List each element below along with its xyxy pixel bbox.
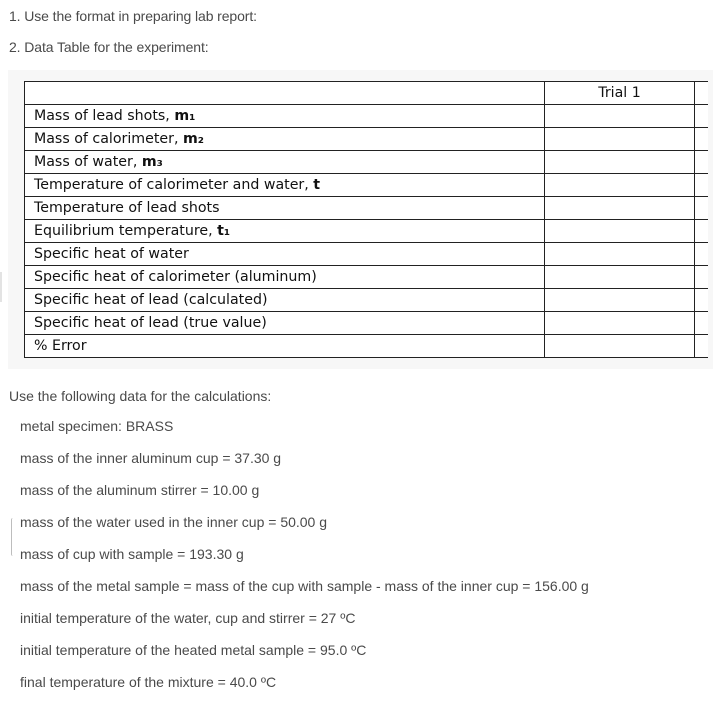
row-label-mass-calorimeter: Mass of calorimeter, m₂ [25, 128, 545, 151]
row-label-temp-calorimeter-water: Temperature of calorimeter and water, t [25, 174, 545, 197]
row-label-specific-heat-water: Specific heat of water [25, 243, 545, 266]
row-extra-cell [695, 105, 709, 128]
table-row [25, 289, 709, 312]
row-extra-cell [695, 197, 709, 220]
row-trial-cell [545, 289, 695, 312]
row-extra-cell [695, 220, 709, 243]
row-label-specific-heat-calorimeter: Specific heat of calorimeter (aluminum) [25, 266, 545, 289]
row-trial-cell [545, 266, 695, 289]
table-row [25, 151, 709, 174]
table-row [25, 266, 709, 289]
table-row [25, 312, 709, 335]
instruction-1: 1. Use the format in preparing lab report: [9, 8, 257, 24]
calculation-data-heading: Use the following data for the calculations: [9, 388, 272, 404]
row-extra-cell [695, 151, 709, 174]
row-extra-cell [695, 128, 709, 151]
table-row [25, 197, 709, 220]
given-metal-specimen: metal specimen: BRASS [20, 418, 174, 434]
row-extra-cell [695, 243, 709, 266]
given-final-temp-mixture: final temperature of the mixture = 40.0 ºC [20, 674, 277, 690]
row-trial-cell [545, 312, 695, 335]
row-label-mass-water: Mass of water, m₃ [25, 151, 545, 174]
row-label-specific-heat-lead-calc: Specific heat of lead (calculated) [25, 289, 545, 312]
row-trial-cell [545, 243, 695, 266]
row-trial-cell [545, 128, 695, 151]
row-extra-cell [695, 174, 709, 197]
row-trial-cell [545, 197, 695, 220]
row-label-percent-error: % Error [25, 335, 545, 358]
row-trial-cell [545, 220, 695, 243]
row-label-specific-heat-lead-true: Specific heat of lead (true value) [25, 312, 545, 335]
instruction-2: 2. Data Table for the experiment: [9, 39, 209, 55]
given-mass-metal-sample: mass of the metal sample = mass of the cup with sample - mass of the inner cup = 156.00 g [20, 578, 589, 594]
row-trial-cell [545, 105, 695, 128]
table-row [25, 105, 709, 128]
data-table-image [8, 70, 713, 369]
table-header-trial-1: Trial 1 [545, 82, 695, 105]
table-header-row [25, 82, 709, 105]
table-row [25, 243, 709, 266]
row-extra-cell [695, 266, 709, 289]
table-row [25, 220, 709, 243]
row-label-equilibrium-temp: Equilibrium temperature, t₁ [25, 220, 545, 243]
row-trial-cell [545, 151, 695, 174]
margin-bracket [11, 518, 15, 556]
table-header-blank [25, 82, 545, 105]
table-row [25, 128, 709, 151]
table-header-extra [695, 82, 709, 105]
row-extra-cell [695, 312, 709, 335]
left-edge-mark [0, 272, 2, 302]
row-extra-cell [695, 289, 709, 312]
given-mass-stirrer: mass of the aluminum stirrer = 10.00 g [20, 482, 260, 498]
row-trial-cell [545, 335, 695, 358]
data-table [24, 81, 708, 358]
row-label-temp-lead-shots: Temperature of lead shots [25, 197, 545, 220]
given-initial-temp-metal: initial temperature of the heated metal sample = 95.0 ºC [20, 642, 367, 658]
row-extra-cell [695, 335, 709, 358]
table-row [25, 335, 709, 358]
given-mass-cup-with-sample: mass of cup with sample = 193.30 g [20, 546, 244, 562]
row-label-mass-lead-shots: Mass of lead shots, m₁ [25, 105, 545, 128]
given-initial-temp-water: initial temperature of the water, cup and stirrer = 27 ºC [20, 610, 356, 626]
row-trial-cell [545, 174, 695, 197]
given-mass-water: mass of the water used in the inner cup = 50.00 g [20, 514, 328, 530]
table-row [25, 174, 709, 197]
given-mass-inner-cup: mass of the inner aluminum cup = 37.30 g [20, 450, 282, 466]
